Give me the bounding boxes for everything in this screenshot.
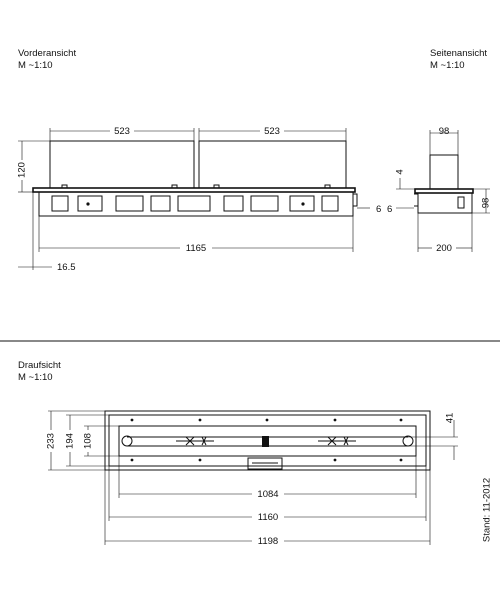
front-top-plate — [33, 188, 355, 192]
front-hole — [301, 202, 304, 205]
dim-front-offset-16-5: 16.5 — [57, 262, 76, 273]
front-cutout-4 — [151, 196, 170, 211]
front-center-cutout — [178, 196, 210, 211]
dim-front-width-1165: 1165 — [185, 243, 207, 254]
side-tank — [430, 155, 458, 189]
dim-front-right-523: 523 — [264, 126, 280, 137]
front-right-tank — [199, 141, 346, 188]
side-view-title: Seitenansicht — [430, 48, 488, 59]
front-view-title: Vorderansicht — [18, 48, 77, 59]
side-step — [414, 194, 418, 206]
dim-front-left-523: 523 — [114, 126, 130, 137]
dim-top-194: 194 — [64, 433, 76, 449]
front-cutout-1 — [52, 196, 68, 211]
dim-top-108: 108 — [82, 433, 94, 449]
top-left-ornament — [176, 437, 214, 445]
front-view — [17, 126, 382, 273]
dim-top-1198: 1198 — [257, 536, 279, 547]
dim-side-width-200: 200 — [436, 243, 452, 254]
front-hole — [86, 202, 89, 205]
dim-top-1160: 1160 — [257, 512, 279, 523]
dim-side-right-98: 98 — [480, 197, 492, 209]
side-top-plate — [415, 189, 473, 193]
front-cutout-3 — [116, 196, 143, 211]
front-tab — [62, 185, 67, 188]
dim-side-left-6: 6 — [387, 204, 393, 215]
dim-side-height-4: 4 — [394, 169, 406, 175]
front-left-tank — [50, 141, 194, 188]
top-view — [46, 411, 458, 547]
side-cutout — [458, 197, 464, 208]
top-center-block — [262, 436, 269, 447]
side-view-scale: M ~1:10 — [430, 60, 465, 71]
front-tab — [214, 185, 219, 188]
front-side-step — [353, 194, 357, 206]
top-right-ornament — [318, 437, 356, 445]
top-view-title: Draufsicht — [18, 360, 61, 371]
front-cutout-5 — [224, 196, 243, 211]
side-view — [387, 126, 492, 254]
dim-top-41: 41 — [444, 412, 456, 424]
dim-top-233: 233 — [45, 433, 57, 449]
front-tab — [172, 185, 177, 188]
front-cutout-2 — [78, 196, 102, 211]
front-view-scale: M ~1:10 — [18, 60, 53, 71]
front-cutout-6 — [251, 196, 278, 211]
front-cutout-8 — [322, 196, 338, 211]
dim-front-height-120: 120 — [16, 162, 28, 178]
dim-side-top-98: 98 — [438, 126, 450, 137]
front-tab — [325, 185, 330, 188]
dim-front-right-6: 6 — [376, 204, 382, 215]
dim-top-1084: 1084 — [257, 489, 279, 500]
revision-stand: Stand: 11-2012 — [481, 477, 493, 543]
top-view-scale: M ~1:10 — [18, 372, 53, 383]
